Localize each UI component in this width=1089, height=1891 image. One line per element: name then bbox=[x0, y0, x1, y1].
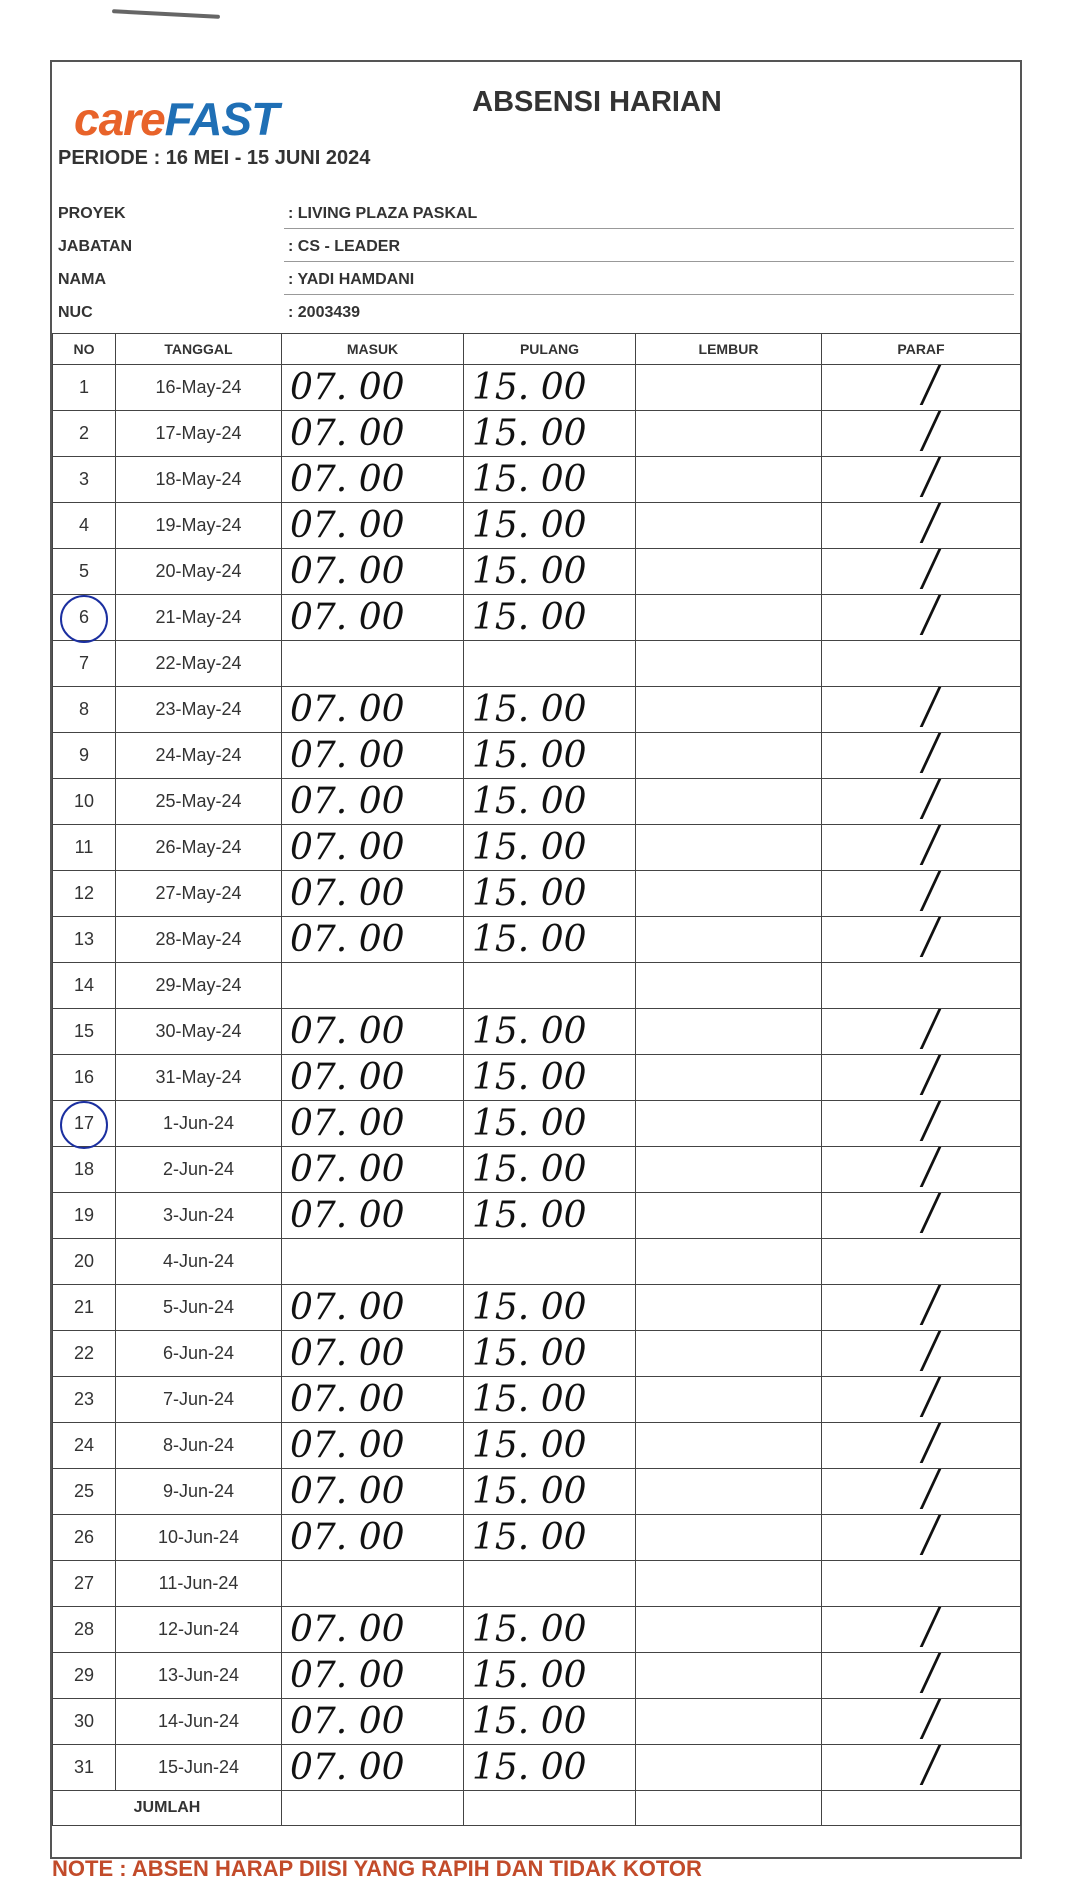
row-lembur bbox=[636, 1193, 822, 1239]
row-paraf bbox=[822, 1147, 1021, 1193]
ink-circle bbox=[60, 1101, 108, 1149]
signature-mark bbox=[919, 1193, 963, 1233]
signature-mark bbox=[919, 871, 963, 911]
row-date: 17-May-24 bbox=[116, 411, 282, 457]
row-date: 14-Jun-24 bbox=[116, 1699, 282, 1745]
table-row bbox=[53, 1009, 1021, 1055]
signature-mark bbox=[919, 1101, 963, 1141]
row-paraf bbox=[822, 1009, 1021, 1055]
row-paraf bbox=[822, 1331, 1021, 1377]
table-row bbox=[53, 733, 1021, 779]
info-underline bbox=[284, 228, 1014, 229]
row-date: 31-May-24 bbox=[116, 1055, 282, 1101]
row-masuk bbox=[282, 1561, 464, 1607]
table-row bbox=[53, 549, 1021, 595]
table-row bbox=[53, 1101, 1021, 1147]
row-no: 20 bbox=[53, 1239, 116, 1285]
row-date: 5-Jun-24 bbox=[116, 1285, 282, 1331]
row-masuk: 07. 00 bbox=[282, 871, 464, 917]
row-masuk: 07. 00 bbox=[282, 1607, 464, 1653]
jumlah-pulang bbox=[464, 1791, 636, 1826]
row-no: 2 bbox=[53, 411, 116, 457]
row-pulang: 15. 00 bbox=[464, 1515, 636, 1561]
row-paraf bbox=[822, 779, 1021, 825]
row-masuk bbox=[282, 963, 464, 1009]
row-lembur bbox=[636, 1699, 822, 1745]
row-masuk: 07. 00 bbox=[282, 595, 464, 641]
row-no: 8 bbox=[53, 687, 116, 733]
signature-mark bbox=[919, 1745, 963, 1785]
row-masuk: 07. 00 bbox=[282, 1745, 464, 1791]
row-no: 21 bbox=[53, 1285, 116, 1331]
row-masuk: 07. 00 bbox=[282, 1699, 464, 1745]
signature-mark bbox=[919, 411, 963, 451]
row-date: 3-Jun-24 bbox=[116, 1193, 282, 1239]
table-row bbox=[53, 1745, 1021, 1791]
signature-mark bbox=[919, 549, 963, 589]
table-row bbox=[53, 595, 1021, 641]
row-pulang: 15. 00 bbox=[464, 1285, 636, 1331]
table-row bbox=[53, 457, 1021, 503]
row-lembur bbox=[636, 917, 822, 963]
row-paraf bbox=[822, 871, 1021, 917]
row-lembur bbox=[636, 549, 822, 595]
staple-mark bbox=[112, 9, 220, 19]
signature-mark bbox=[919, 1009, 963, 1049]
row-no: 1 bbox=[53, 365, 116, 411]
table-row bbox=[53, 1377, 1021, 1423]
row-lembur bbox=[636, 1331, 822, 1377]
row-lembur bbox=[636, 1009, 822, 1055]
row-date: 28-May-24 bbox=[116, 917, 282, 963]
row-date: 12-Jun-24 bbox=[116, 1607, 282, 1653]
row-date: 1-Jun-24 bbox=[116, 1101, 282, 1147]
row-pulang: 15. 00 bbox=[464, 503, 636, 549]
row-date: 27-May-24 bbox=[116, 871, 282, 917]
row-pulang: 15. 00 bbox=[464, 871, 636, 917]
row-masuk: 07. 00 bbox=[282, 1423, 464, 1469]
row-no: 11 bbox=[53, 825, 116, 871]
header-pulang: PULANG bbox=[464, 334, 636, 365]
info-label: JABATAN bbox=[58, 238, 133, 255]
row-lembur bbox=[636, 1561, 822, 1607]
row-masuk: 07. 00 bbox=[282, 411, 464, 457]
row-pulang: 15. 00 bbox=[464, 1055, 636, 1101]
row-no: 3 bbox=[53, 457, 116, 503]
signature-mark bbox=[919, 365, 963, 405]
row-date: 15-Jun-24 bbox=[116, 1745, 282, 1791]
periode-label: PERIODE : 16 MEI - 15 JUNI 2024 bbox=[58, 147, 371, 169]
jumlah-masuk bbox=[282, 1791, 464, 1826]
table-row bbox=[53, 1147, 1021, 1193]
row-lembur bbox=[636, 1239, 822, 1285]
row-pulang: 15. 00 bbox=[464, 365, 636, 411]
row-paraf bbox=[822, 1239, 1021, 1285]
row-pulang: 15. 00 bbox=[464, 1699, 636, 1745]
row-pulang bbox=[464, 1561, 636, 1607]
signature-mark bbox=[919, 1699, 963, 1739]
row-date: 10-Jun-24 bbox=[116, 1515, 282, 1561]
row-paraf bbox=[822, 641, 1021, 687]
page-title: ABSENSI HARIAN bbox=[472, 86, 722, 118]
signature-mark bbox=[919, 825, 963, 865]
row-date: 2-Jun-24 bbox=[116, 1147, 282, 1193]
info-row-jabatan bbox=[58, 230, 1014, 262]
header-tanggal: TANGGAL bbox=[116, 334, 282, 365]
row-masuk: 07. 00 bbox=[282, 549, 464, 595]
row-paraf bbox=[822, 1377, 1021, 1423]
table-row bbox=[53, 917, 1021, 963]
row-date: 8-Jun-24 bbox=[116, 1423, 282, 1469]
row-lembur bbox=[636, 733, 822, 779]
info-row-proyek bbox=[58, 197, 1014, 229]
jumlah-paraf bbox=[822, 1791, 1021, 1826]
signature-mark bbox=[919, 687, 963, 727]
row-paraf bbox=[822, 1653, 1021, 1699]
row-pulang: 15. 00 bbox=[464, 779, 636, 825]
row-masuk bbox=[282, 1239, 464, 1285]
row-no: 28 bbox=[53, 1607, 116, 1653]
table-row bbox=[53, 1193, 1021, 1239]
carefast-logo bbox=[74, 92, 278, 146]
row-masuk: 07. 00 bbox=[282, 1009, 464, 1055]
signature-mark bbox=[919, 1423, 963, 1463]
row-lembur bbox=[636, 503, 822, 549]
row-no: 12 bbox=[53, 871, 116, 917]
table-row bbox=[53, 1653, 1021, 1699]
header-no: NO bbox=[53, 334, 116, 365]
info-value: : 2003439 bbox=[288, 304, 361, 321]
footer-note: NOTE : ABSEN HARAP DIISI YANG RAPIH DAN TIDAK KOTOR bbox=[52, 1856, 702, 1881]
jumlah-lembur bbox=[636, 1791, 822, 1826]
row-date: 29-May-24 bbox=[116, 963, 282, 1009]
row-no: 25 bbox=[53, 1469, 116, 1515]
row-no: 13 bbox=[53, 917, 116, 963]
row-masuk: 07. 00 bbox=[282, 457, 464, 503]
signature-mark bbox=[919, 1469, 963, 1509]
table-row bbox=[53, 1331, 1021, 1377]
signature-mark bbox=[919, 917, 963, 957]
row-paraf bbox=[822, 411, 1021, 457]
signature-mark bbox=[919, 1607, 963, 1647]
row-date: 23-May-24 bbox=[116, 687, 282, 733]
row-lembur bbox=[636, 1377, 822, 1423]
row-lembur bbox=[636, 1469, 822, 1515]
row-masuk: 07. 00 bbox=[282, 1147, 464, 1193]
row-lembur bbox=[636, 1653, 822, 1699]
header-lembur: LEMBUR bbox=[636, 334, 822, 365]
row-date: 19-May-24 bbox=[116, 503, 282, 549]
row-date: 4-Jun-24 bbox=[116, 1239, 282, 1285]
info-row-nama bbox=[58, 263, 1014, 295]
table-row bbox=[53, 365, 1021, 411]
row-pulang bbox=[464, 963, 636, 1009]
attendance-table bbox=[52, 333, 1021, 1826]
row-date: 30-May-24 bbox=[116, 1009, 282, 1055]
row-date: 22-May-24 bbox=[116, 641, 282, 687]
row-no: 31 bbox=[53, 1745, 116, 1791]
table-row bbox=[53, 963, 1021, 1009]
row-pulang: 15. 00 bbox=[464, 1101, 636, 1147]
row-no: 7 bbox=[53, 641, 116, 687]
table-header-row bbox=[53, 334, 1021, 365]
row-paraf bbox=[822, 1699, 1021, 1745]
row-pulang: 15. 00 bbox=[464, 1193, 636, 1239]
row-pulang: 15. 00 bbox=[464, 457, 636, 503]
row-lembur bbox=[636, 687, 822, 733]
row-lembur bbox=[636, 641, 822, 687]
row-masuk: 07. 00 bbox=[282, 1653, 464, 1699]
row-paraf bbox=[822, 1469, 1021, 1515]
row-masuk: 07. 00 bbox=[282, 365, 464, 411]
row-masuk: 07. 00 bbox=[282, 1331, 464, 1377]
row-no: 4 bbox=[53, 503, 116, 549]
row-pulang: 15. 00 bbox=[464, 1607, 636, 1653]
row-paraf bbox=[822, 503, 1021, 549]
row-paraf bbox=[822, 1561, 1021, 1607]
row-masuk: 07. 00 bbox=[282, 1377, 464, 1423]
row-paraf bbox=[822, 595, 1021, 641]
row-no: 19 bbox=[53, 1193, 116, 1239]
row-lembur bbox=[636, 595, 822, 641]
row-paraf bbox=[822, 1285, 1021, 1331]
row-paraf bbox=[822, 825, 1021, 871]
row-lembur bbox=[636, 871, 822, 917]
row-date: 24-May-24 bbox=[116, 733, 282, 779]
signature-mark bbox=[919, 733, 963, 773]
info-label: NUC bbox=[58, 304, 93, 321]
row-paraf bbox=[822, 733, 1021, 779]
row-pulang bbox=[464, 641, 636, 687]
signature-mark bbox=[919, 1285, 963, 1325]
row-no: 16 bbox=[53, 1055, 116, 1101]
row-lembur bbox=[636, 411, 822, 457]
table-row bbox=[53, 411, 1021, 457]
attendance-sheet bbox=[50, 60, 1022, 1859]
row-lembur bbox=[636, 457, 822, 503]
table-row bbox=[53, 779, 1021, 825]
row-paraf bbox=[822, 549, 1021, 595]
row-paraf bbox=[822, 1101, 1021, 1147]
row-paraf bbox=[822, 687, 1021, 733]
row-paraf bbox=[822, 1423, 1021, 1469]
row-no: 24 bbox=[53, 1423, 116, 1469]
row-pulang: 15. 00 bbox=[464, 733, 636, 779]
table-row bbox=[53, 1561, 1021, 1607]
row-pulang bbox=[464, 1239, 636, 1285]
row-masuk: 07. 00 bbox=[282, 1193, 464, 1239]
logo-care-text: care bbox=[74, 93, 165, 145]
row-masuk: 07. 00 bbox=[282, 779, 464, 825]
row-masuk: 07. 00 bbox=[282, 733, 464, 779]
signature-mark bbox=[919, 779, 963, 819]
row-date: 13-Jun-24 bbox=[116, 1653, 282, 1699]
row-no: 29 bbox=[53, 1653, 116, 1699]
row-lembur bbox=[636, 1607, 822, 1653]
row-lembur bbox=[636, 1101, 822, 1147]
row-pulang: 15. 00 bbox=[464, 595, 636, 641]
row-no: 15 bbox=[53, 1009, 116, 1055]
row-paraf bbox=[822, 1745, 1021, 1791]
row-no: 30 bbox=[53, 1699, 116, 1745]
signature-mark bbox=[919, 595, 963, 635]
row-pulang: 15. 00 bbox=[464, 1653, 636, 1699]
row-date: 25-May-24 bbox=[116, 779, 282, 825]
info-label: NAMA bbox=[58, 271, 106, 288]
table-row bbox=[53, 1055, 1021, 1101]
attendance-rows bbox=[53, 365, 1021, 1791]
row-lembur bbox=[636, 1515, 822, 1561]
row-masuk: 07. 00 bbox=[282, 1285, 464, 1331]
row-masuk: 07. 00 bbox=[282, 503, 464, 549]
table-row bbox=[53, 1285, 1021, 1331]
signature-mark bbox=[919, 1147, 963, 1187]
table-row bbox=[53, 1239, 1021, 1285]
row-paraf bbox=[822, 1607, 1021, 1653]
row-no: 27 bbox=[53, 1561, 116, 1607]
jumlah-row bbox=[53, 1791, 1021, 1826]
header-paraf: PARAF bbox=[822, 334, 1021, 365]
row-no: 22 bbox=[53, 1331, 116, 1377]
row-pulang: 15. 00 bbox=[464, 1147, 636, 1193]
row-no: 18 bbox=[53, 1147, 116, 1193]
signature-mark bbox=[919, 1331, 963, 1371]
row-masuk: 07. 00 bbox=[282, 1515, 464, 1561]
row-paraf bbox=[822, 1515, 1021, 1561]
table-row bbox=[53, 1515, 1021, 1561]
row-lembur bbox=[636, 1147, 822, 1193]
header-masuk: MASUK bbox=[282, 334, 464, 365]
info-value: : CS - LEADER bbox=[288, 238, 400, 255]
signature-mark bbox=[919, 457, 963, 497]
info-row-nuc bbox=[58, 296, 1014, 328]
table-row bbox=[53, 1607, 1021, 1653]
row-date: 16-May-24 bbox=[116, 365, 282, 411]
info-value: : LIVING PLAZA PASKAL bbox=[288, 205, 478, 222]
row-masuk: 07. 00 bbox=[282, 917, 464, 963]
row-no: 6 bbox=[53, 595, 116, 641]
row-date: 18-May-24 bbox=[116, 457, 282, 503]
row-masuk bbox=[282, 641, 464, 687]
row-date: 7-Jun-24 bbox=[116, 1377, 282, 1423]
signature-mark bbox=[919, 503, 963, 543]
row-no: 9 bbox=[53, 733, 116, 779]
signature-mark bbox=[919, 1377, 963, 1417]
table-row bbox=[53, 1469, 1021, 1515]
row-no: 10 bbox=[53, 779, 116, 825]
row-lembur bbox=[636, 1055, 822, 1101]
table-row bbox=[53, 871, 1021, 917]
row-no: 14 bbox=[53, 963, 116, 1009]
row-lembur bbox=[636, 963, 822, 1009]
row-pulang: 15. 00 bbox=[464, 549, 636, 595]
logo-fast-text: FAST bbox=[164, 93, 279, 145]
row-no: 5 bbox=[53, 549, 116, 595]
row-paraf bbox=[822, 457, 1021, 503]
row-lembur bbox=[636, 779, 822, 825]
row-no: 17 bbox=[53, 1101, 116, 1147]
row-date: 11-Jun-24 bbox=[116, 1561, 282, 1607]
row-pulang: 15. 00 bbox=[464, 1469, 636, 1515]
signature-mark bbox=[919, 1055, 963, 1095]
row-pulang: 15. 00 bbox=[464, 687, 636, 733]
table-row bbox=[53, 503, 1021, 549]
row-pulang: 15. 00 bbox=[464, 1009, 636, 1055]
jumlah-label: JUMLAH bbox=[53, 1791, 282, 1826]
row-masuk: 07. 00 bbox=[282, 1101, 464, 1147]
table-row bbox=[53, 1699, 1021, 1745]
row-date: 6-Jun-24 bbox=[116, 1331, 282, 1377]
row-paraf bbox=[822, 1055, 1021, 1101]
row-paraf bbox=[822, 1193, 1021, 1239]
info-label: PROYEK bbox=[58, 205, 126, 222]
ink-circle bbox=[60, 595, 108, 643]
signature-mark bbox=[919, 1653, 963, 1693]
row-masuk: 07. 00 bbox=[282, 1055, 464, 1101]
row-lembur bbox=[636, 1423, 822, 1469]
row-lembur bbox=[636, 1745, 822, 1791]
row-pulang: 15. 00 bbox=[464, 411, 636, 457]
row-pulang: 15. 00 bbox=[464, 1377, 636, 1423]
table-row bbox=[53, 1423, 1021, 1469]
table-row bbox=[53, 641, 1021, 687]
row-date: 9-Jun-24 bbox=[116, 1469, 282, 1515]
row-paraf bbox=[822, 917, 1021, 963]
row-pulang: 15. 00 bbox=[464, 1745, 636, 1791]
table-row bbox=[53, 687, 1021, 733]
row-masuk: 07. 00 bbox=[282, 1469, 464, 1515]
row-date: 21-May-24 bbox=[116, 595, 282, 641]
signature-mark bbox=[919, 1515, 963, 1555]
table-row bbox=[53, 825, 1021, 871]
row-masuk: 07. 00 bbox=[282, 687, 464, 733]
row-date: 26-May-24 bbox=[116, 825, 282, 871]
row-paraf bbox=[822, 365, 1021, 411]
row-lembur bbox=[636, 365, 822, 411]
row-paraf bbox=[822, 963, 1021, 1009]
row-pulang: 15. 00 bbox=[464, 917, 636, 963]
info-underline bbox=[284, 294, 1014, 295]
row-no: 26 bbox=[53, 1515, 116, 1561]
row-pulang: 15. 00 bbox=[464, 1331, 636, 1377]
row-no: 23 bbox=[53, 1377, 116, 1423]
row-lembur bbox=[636, 825, 822, 871]
row-pulang: 15. 00 bbox=[464, 1423, 636, 1469]
info-value: : YADI HAMDANI bbox=[288, 271, 415, 288]
row-lembur bbox=[636, 1285, 822, 1331]
row-pulang: 15. 00 bbox=[464, 825, 636, 871]
row-date: 20-May-24 bbox=[116, 549, 282, 595]
info-underline bbox=[284, 261, 1014, 262]
row-masuk: 07. 00 bbox=[282, 825, 464, 871]
